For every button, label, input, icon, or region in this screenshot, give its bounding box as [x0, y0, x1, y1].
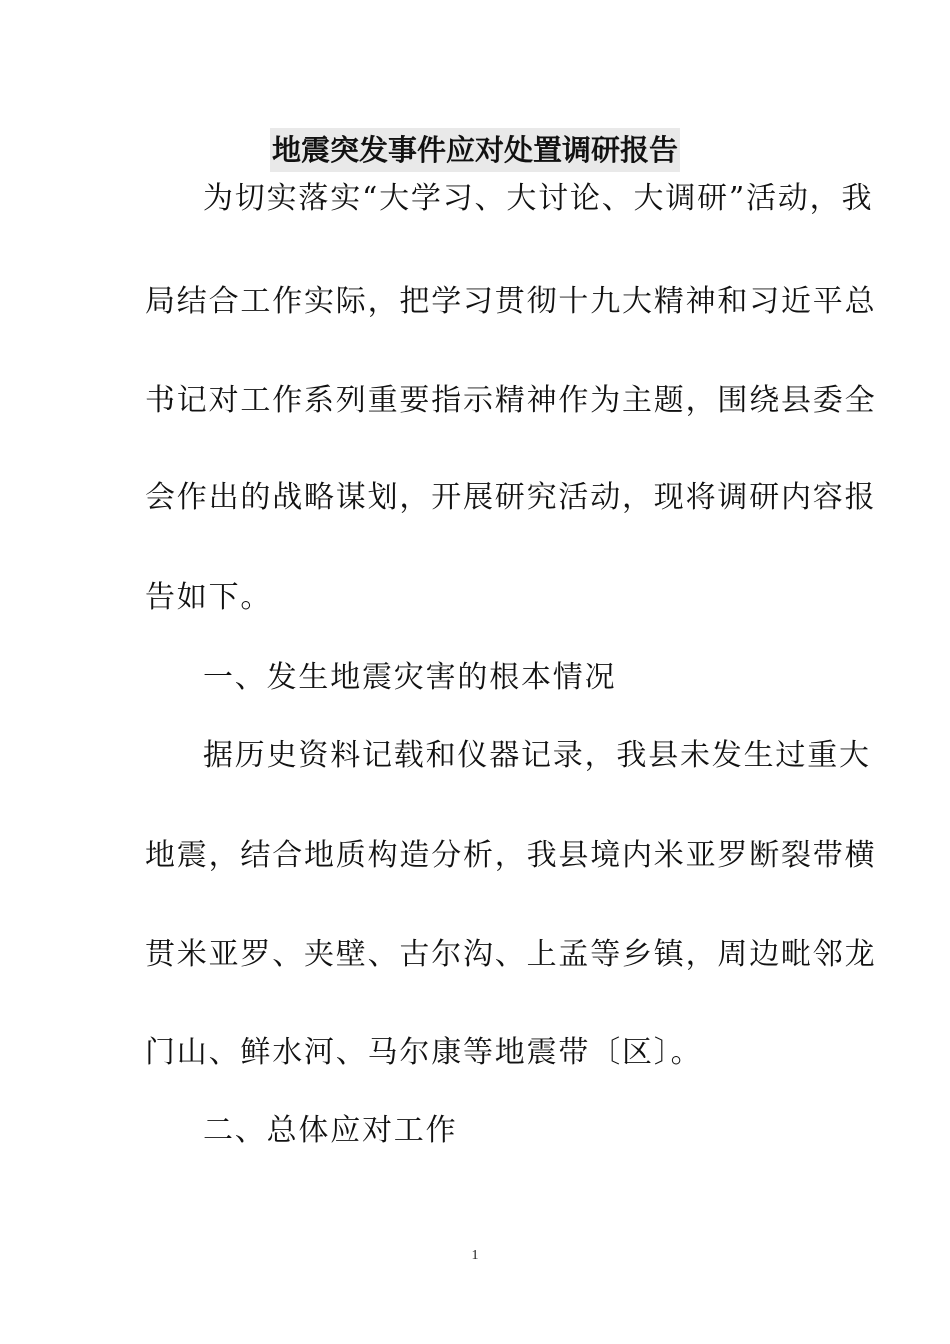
document-title — [0, 128, 950, 172]
paragraph-line: 书记对工作系列重要指示精神作为主题，围绕县委全 — [145, 383, 877, 418]
paragraph-line: 为切实落实“大学习、大讨论、大调研”活动，我 — [203, 181, 874, 216]
paragraph-line: 地震，结合地质构造分析，我县境内米亚罗断裂带横 — [145, 838, 877, 873]
section-heading: 一、发生地震灾害的根本情况 — [203, 660, 617, 695]
paragraph-line: 门山、鲜水河、马尔康等地震带〔区〕。 — [145, 1035, 703, 1070]
paragraph-line: 贯米亚罗、夹壁、古尔沟、上孟等乡镇，周边毗邻龙 — [145, 937, 877, 972]
paragraph-line: 告如下。 — [145, 580, 273, 615]
section-heading: 二、总体应对工作 — [203, 1113, 458, 1148]
paragraph-line: 局结合工作实际，把学习贯彻十九大精神和习近平总 — [145, 284, 877, 319]
paragraph-line: 据历史资料记载和仪器记录，我县未发生过重大 — [203, 738, 871, 773]
document-title-text: 地震突发事件应对处置调研报告 — [270, 128, 680, 172]
paragraph-line: 会作出的战略谋划，开展研究活动，现将调研内容报 — [145, 480, 877, 515]
page-number: 1 — [471, 1248, 479, 1263]
